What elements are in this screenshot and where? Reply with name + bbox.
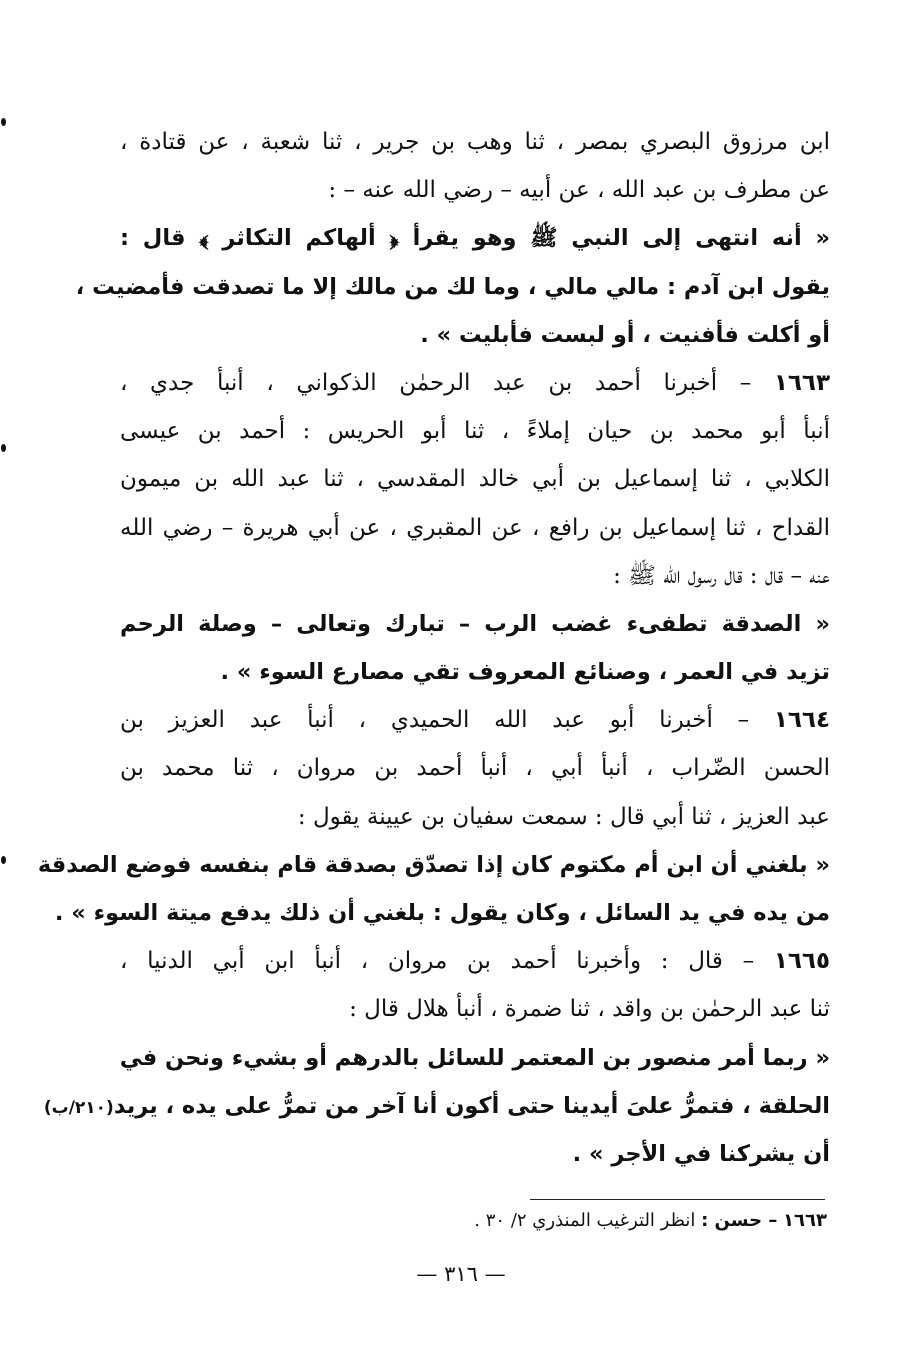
text-line: ثنا عبد الرحمٰن بن واقد ، ثنا ضمرة ، أنبأ هلال قال : (349, 996, 830, 1023)
quote-line: « الصدقة تطفىء غضب الرب – تبارك وتعالى – وصلة الرحم (120, 610, 830, 637)
quote-line: تزيد في العمر ، وصنائع المعروف تقي مصارع السوء » . (220, 659, 830, 686)
main-text (37, 118, 831, 1178)
text-segment: – أخبرنا أحمد بن عبد الرحمٰن الذكواني ، أنبأ جدي ، (120, 369, 752, 396)
hadith-1663-first-line (120, 359, 830, 407)
text-line: أنبأ أبو محمد بن حيان إملاءً ، ثنا أبو الحريس : أحمد بن عيسى (120, 418, 830, 445)
text-line: الحسن الضّراب ، أنبأ أبي ، أنبأ أحمد بن مروان ، ثنا محمد بن (120, 755, 830, 782)
margin-mark-lower (1, 856, 6, 864)
text-segment: الحلقة ، فتمرُّ علىَ أيدينا حتى أكون أنا آخر من تمرُّ على يده ، يريد (113, 1092, 830, 1119)
manuscript-folio-ref: (٢١٠/ب) (43, 1097, 114, 1118)
quote-line: أن يشركنا في الأجر » . (572, 1140, 830, 1167)
text-segment: – قال : وأخبرنا أحمد بن مروان ، أنبأ ابن أبي الدنيا ، (120, 948, 755, 975)
quote-line: « بلغني أن ابن أم مكتوم كان إذا تصدّق بصدقة قام بنفسه فوضع الصدقة (37, 851, 830, 878)
hadith-1664-first-line (120, 696, 830, 744)
footnote (474, 1210, 827, 1231)
footnote-grade: – حسن : (701, 1210, 778, 1231)
hadith-1665-first-line (120, 937, 830, 985)
hadith-number: ١٦٦٤ (773, 707, 831, 734)
quote-line: من يده في يد السائل ، وكان يقول : بلغني أن ذلك يدفع ميتة السوء » . (54, 900, 830, 926)
text-line: الكلابي ، ثنا إسماعيل بن أبي خالد المقدسي ، ثنا عبد الله بن ميمون (120, 466, 830, 493)
text-line: عبد العزيز ، ثنا أبي قال : سمعت سفيان بن عيينة يقول : (297, 803, 830, 830)
margin-mark-middle (1, 444, 6, 452)
text-line: عنه – قال : قال رسول الله ﷺ : (613, 562, 830, 589)
quote-line: يقول ابن آدم : مالي مالي ، وما لك من مالك إلا ما تصدقت فأمضيت ، (75, 273, 830, 300)
hadith-number: ١٦٦٥ (773, 948, 831, 975)
footnote-text: انظر الترغيب المنذري ٢/ ٣٠ . (474, 1210, 696, 1231)
quote-line: « أنه انتهى إلى النبي ﷺ وهو يقرأ ﴿ ألهاكم التكاثر ﴾ قال : (120, 225, 830, 252)
quote-line-with-ref (43, 1082, 830, 1130)
text-line: القداح ، ثنا إسماعيل بن رافع ، عن المقبري ، عن أبي هريرة – رضي الله (120, 514, 830, 541)
margin-mark-top (1, 118, 6, 126)
footnote-number: ١٦٦٣ (783, 1210, 827, 1231)
quote-line: « ربما أمر منصور بن المعتمر للسائل بالدرهم أو بشيء ونحن في (119, 1044, 830, 1071)
footnote-divider (530, 1199, 825, 1200)
text-line: ابن مرزوق البصري بمصر ، ثنا وهب بن جرير ، ثنا شعبة ، عن قتادة ، (120, 129, 830, 155)
text-line: عن مطرف بن عبد الله ، عن أبيه – رضي الله عنه – : (328, 177, 830, 204)
text-segment: – أخبرنا أبو عبد الله الحميدي ، أنبأ عبد العزيز بن (120, 707, 750, 734)
hadith-number: ١٦٦٣ (773, 369, 831, 396)
page-number: — ٣١٦ — (416, 1262, 506, 1286)
quote-line: أو أكلت فأفنيت ، أو لبست فأبليت » . (420, 321, 830, 348)
